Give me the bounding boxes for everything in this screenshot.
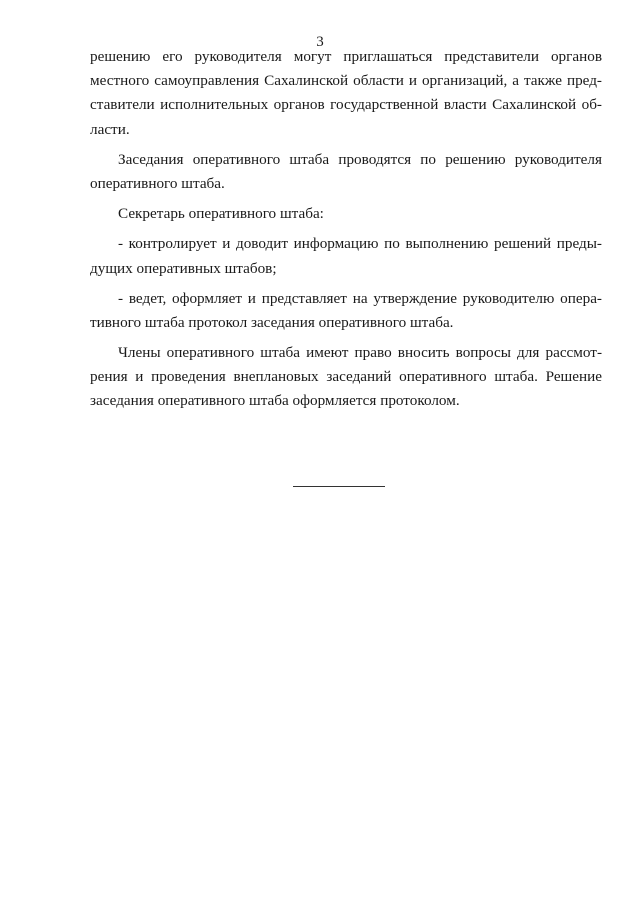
end-separator-line [293, 486, 385, 487]
paragraph-1-line-1: решению его руководителя могут приглашаться представители органов [90, 48, 602, 65]
paragraph-1-line-3: ставители исполнительных органов государственной власти Сахалинской об- [90, 96, 602, 114]
paragraph-6-line-2: рения и проведения внеплановых заседаний оперативного штаба. Решение [90, 368, 602, 386]
paragraph-2-line-2: оперативного штаба. [90, 174, 225, 192]
paragraph-6-line-1: Члены оперативного штаба имеют право вносить вопросы для рассмот- [118, 344, 602, 362]
paragraph-5-line-1: - ведет, оформляет и представляет на утверждение руководителю опера- [118, 289, 602, 307]
paragraph-1-line-4: ласти. [90, 120, 130, 138]
paragraph-6-line-3: заседания оперативного штаба оформляется протоколом. [90, 392, 460, 410]
paragraph-5-line-2: тивного штаба протокол заседания оперативного штаба. [90, 313, 454, 331]
paragraph-2-line-1: Заседания оперативного штаба проводятся по решению руководителя [118, 150, 602, 168]
paragraph-4-line-1: - контролирует и доводит информацию по выполнению решений преды- [118, 235, 602, 253]
paragraph-3-line-1: Секретарь оперативного штаба: [118, 205, 324, 223]
paragraph-1-line-2: местного самоуправления Сахалинской области и организаций, а также пред- [90, 72, 602, 90]
paragraph-4-line-2: дущих оперативных штабов; [90, 259, 277, 277]
page-number: 3 [316, 34, 324, 50]
document-body [90, 45, 602, 414]
